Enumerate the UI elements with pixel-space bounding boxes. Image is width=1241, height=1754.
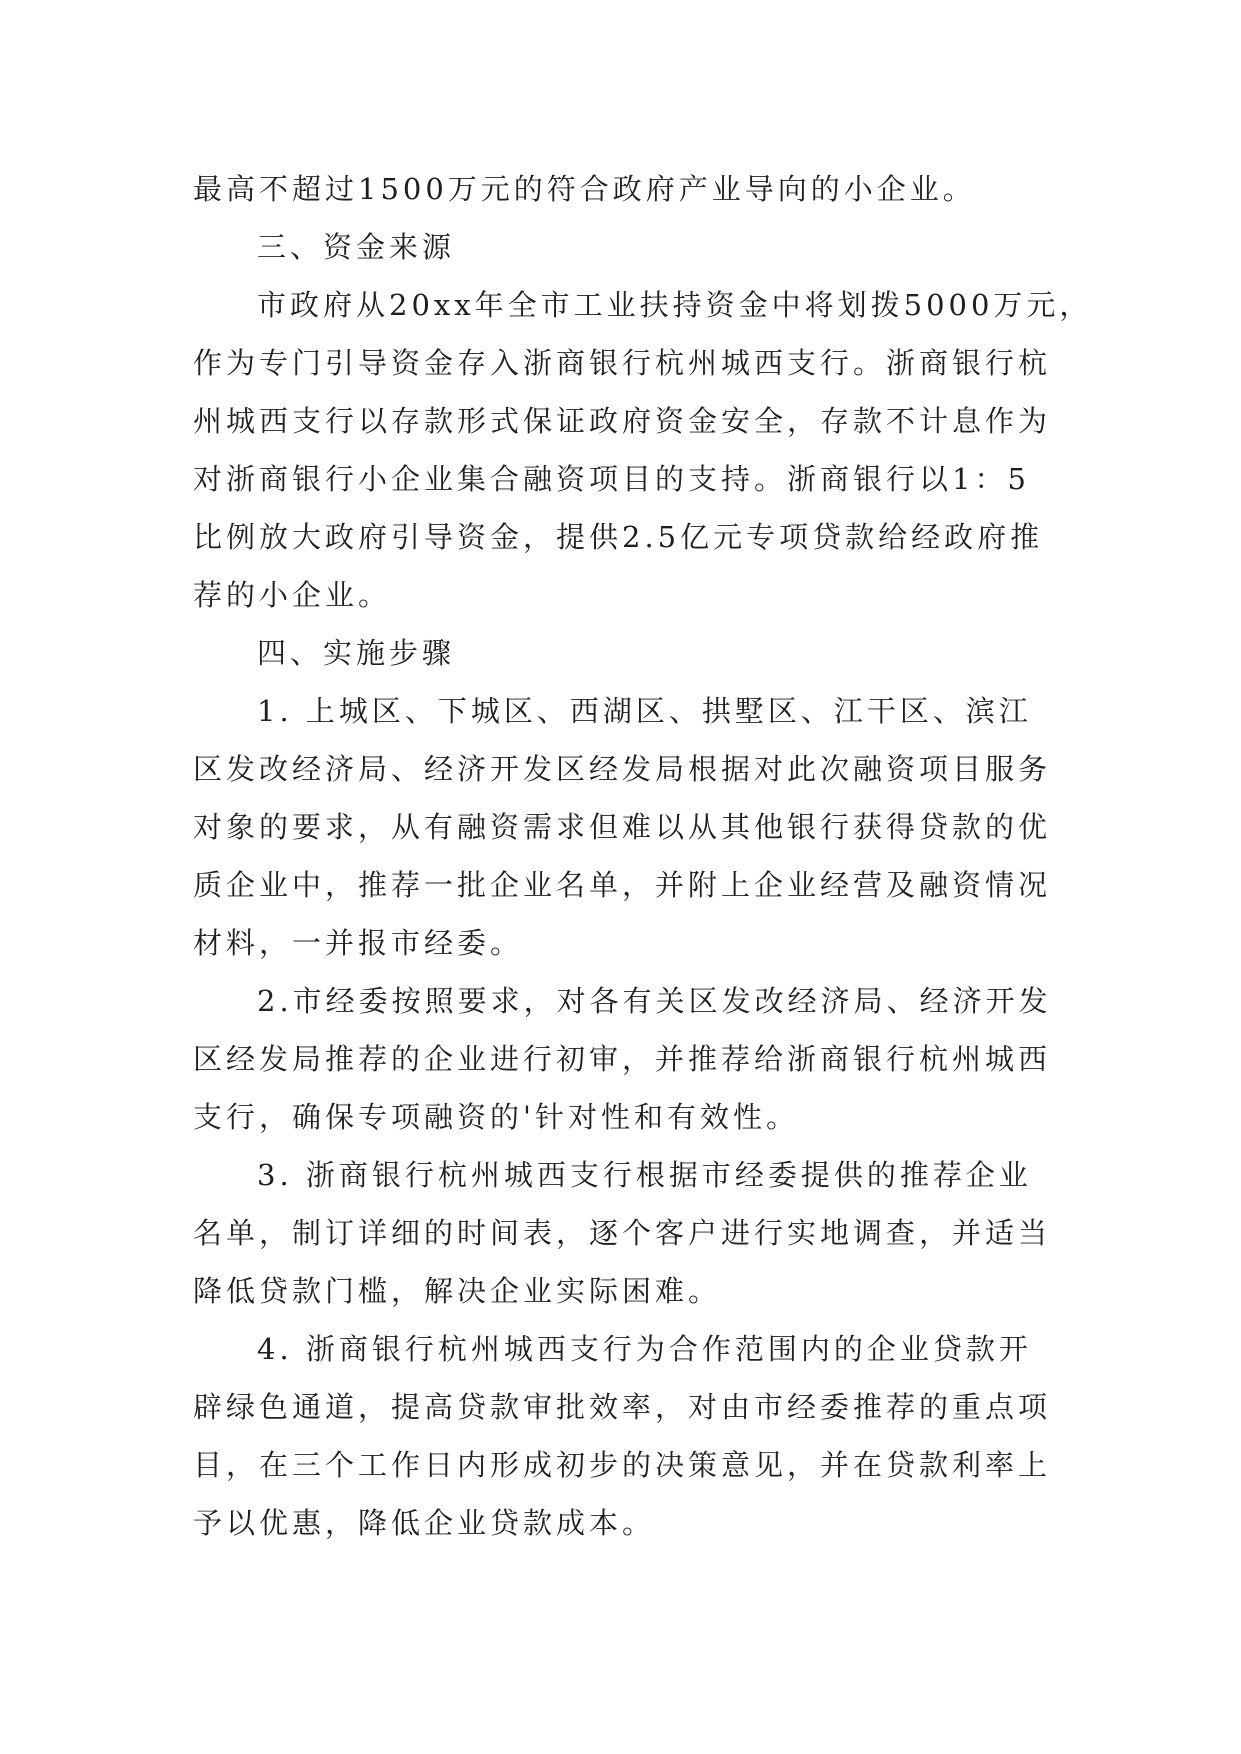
text-line: 1. 上城区、下城区、西湖区、拱墅区、江干区、滨江 [257,694,1032,728]
text-line: 降低贷款门槛，解决企业实际困难。 [193,1274,722,1308]
text-line: 名单，制订详细的时间表，逐个客户进行实地调查，并适当 [193,1216,1052,1250]
text-line: 辟绿色通道，提高贷款审批效率，对由市经委推荐的重点项 [193,1390,1052,1424]
text-line: 3. 浙商银行杭州城西支行根据市经委提供的推荐企业 [257,1158,1032,1192]
text-line: 予以优惠，降低企业贷款成本。 [193,1506,656,1540]
text-line: 4. 浙商银行杭州城西支行为合作范围内的企业贷款开 [257,1332,1032,1366]
text-line: 比例放大政府引导资金，提供2.5亿元专项贷款给经政府推 [193,520,1044,554]
text-line: 区经发局推荐的企业进行初审，并推荐给浙商银行杭州城西 [193,1042,1052,1076]
text-line: 支行，确保专项融资的'针对性和有效性。 [193,1100,799,1134]
text-line: 目，在三个工作日内形成初步的决策意见，并在贷款利率上 [193,1448,1052,1482]
text-line: 2.市经委按照要求，对各有关区发改经济局、经济开发 [257,984,1052,1018]
text-line: 对浙商银行小企业集合融资项目的支持。浙商银行以1：5 [193,462,1030,496]
text-line: 质企业中，推荐一批企业名单，并附上企业经营及融资情况 [193,868,1052,902]
text-line: 对象的要求，从有融资需求但难以从其他银行获得贷款的优 [193,810,1052,844]
text-line: 四、实施步骤 [257,636,456,670]
text-line: 市政府从20xx年全市工业扶持资金中将划拨5000万元， [257,288,1093,322]
text-line: 荐的小企业。 [193,578,392,612]
text-line: 州城西支行以存款形式保证政府资金安全，存款不计息作为 [193,404,1052,438]
document-body [193,160,1093,1552]
text-line: 最高不超过1500万元的符合政府产业导向的小企业。 [193,172,976,206]
text-line: 作为专门引导资金存入浙商银行杭州城西支行。浙商银行杭 [193,346,1052,380]
text-line: 材料，一并报市经委。 [193,926,524,960]
text-line: 三、资金来源 [257,230,456,264]
text-line: 区发改经济局、经济开发区经发局根据对此次融资项目服务 [193,752,1052,786]
